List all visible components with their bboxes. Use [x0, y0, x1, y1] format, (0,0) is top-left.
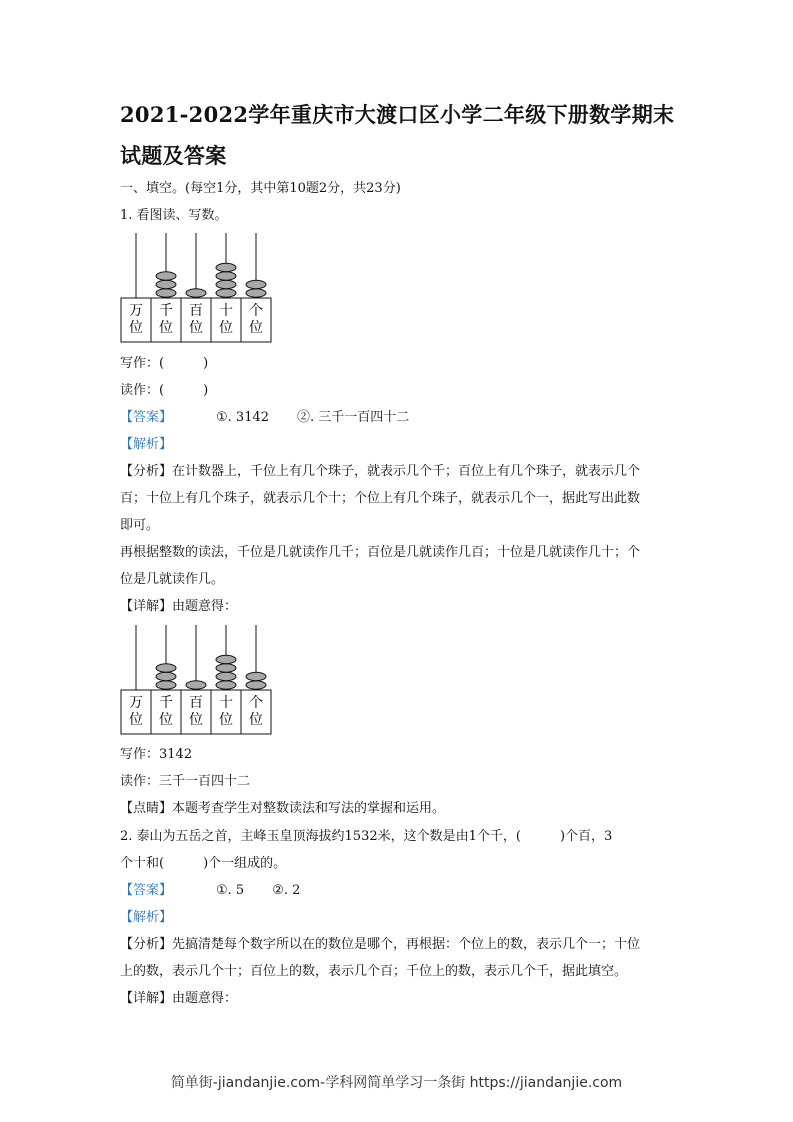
abacus-place-label: 位	[189, 320, 203, 336]
detail-line	[120, 990, 237, 1008]
answer-1: ①. 3142	[216, 410, 270, 425]
abacus-bead	[156, 280, 176, 288]
abacus-place-label: 万	[129, 695, 143, 711]
comment-text: 本题考查学生对整数读法和写法的掌握和运用。	[172, 801, 446, 816]
abacus-drawing	[120, 232, 272, 344]
abacus-bead	[246, 289, 266, 297]
analysis-line	[120, 936, 640, 954]
abacus-drawing	[120, 624, 272, 736]
answer-line	[120, 882, 300, 900]
abacus-bead	[216, 681, 236, 689]
abacus-bead	[216, 280, 236, 288]
abacus-bead	[246, 280, 266, 288]
document-title: 2021-2022学年重庆市大渡口区小学二年级下册数学期末试题及答案	[120, 102, 675, 168]
abacus-bead	[186, 289, 206, 297]
abacus-place-label: 百	[189, 303, 203, 319]
abacus-place-label: 千	[159, 303, 173, 319]
read-blank: 读作：( )	[120, 383, 209, 398]
abacus-place-label: 位	[219, 712, 233, 728]
abacus-bead	[156, 681, 176, 689]
abacus-place-label: 万	[129, 303, 143, 319]
abacus-figure	[120, 624, 272, 736]
analysis-line: 百；十位上有几个珠子，就表示几个十；个位上有几个珠子，就表示几个一，据此写出此数	[120, 491, 641, 506]
question-2-stem: 个十和( )个一组成的。	[120, 856, 287, 871]
abacus-bead	[216, 272, 236, 280]
write-result: 写作：3142	[120, 747, 193, 762]
answer-tag: 【答案】	[120, 883, 173, 898]
abacus-place-label: 位	[249, 712, 263, 728]
abacus-bead	[246, 672, 266, 680]
fenxi-text: 在计数器上，千位上有几个珠子，就表示几个千；百位上有几个珠子，就表示几个	[172, 464, 641, 479]
abacus-place-label: 位	[189, 712, 203, 728]
abacus-place-label: 个	[249, 695, 263, 711]
abacus-place-label: 千	[159, 695, 173, 711]
answer-tag: 【答案】	[120, 410, 173, 425]
answer-2: ②. 三千一百四十二	[297, 410, 410, 425]
section-heading: 一、填空。(每空1分，其中第10题2分，共23分)	[120, 181, 401, 196]
answer-2: ②. 2	[272, 883, 301, 898]
abacus-bead	[186, 681, 206, 689]
answer-line	[120, 409, 409, 427]
fenxi-tag: 【分析】	[120, 464, 173, 479]
abacus-place-label: 位	[129, 712, 143, 728]
detail-tag: 【详解】	[120, 599, 173, 614]
abacus-place-label: 位	[159, 712, 173, 728]
abacus-bead	[246, 681, 266, 689]
detail-text: 由题意得：	[172, 991, 238, 1006]
reading-rule-line: 位是几就读作几。	[120, 572, 225, 587]
abacus-place-label: 个	[249, 303, 263, 319]
abacus-place-label: 百	[189, 695, 203, 711]
abacus-bead	[156, 664, 176, 672]
abacus-bead	[156, 272, 176, 280]
analysis-line	[120, 463, 640, 481]
detail-line	[120, 598, 237, 616]
abacus-place-label: 十	[219, 303, 233, 319]
analysis-tag: 【解析】	[120, 437, 173, 452]
abacus-bead	[216, 655, 236, 663]
question-1-stem: 1. 看图读、写数。	[120, 208, 228, 223]
comment-line	[120, 800, 445, 818]
comment-tag: 【点睛】	[120, 801, 173, 816]
fenxi-tag: 【分析】	[120, 937, 173, 952]
abacus-place-label: 位	[159, 320, 173, 336]
abacus-bead	[216, 263, 236, 271]
detail-tag: 【详解】	[120, 991, 173, 1006]
write-blank: 写作：( )	[120, 356, 209, 371]
page-footer: 简单街-jiandanjie.com-学科网简单学习一条街 https://jiandanjie.com	[170, 1075, 623, 1091]
abacus-place-label: 十	[219, 695, 233, 711]
abacus-place-label: 位	[249, 320, 263, 336]
analysis-line: 上的数，表示几个十；百位上的数，表示几个百；千位上的数，表示几个千，据此填空。	[120, 964, 628, 979]
abacus-bead	[156, 289, 176, 297]
abacus-place-label: 位	[129, 320, 143, 336]
abacus-figure	[120, 232, 272, 344]
detail-text: 由题意得：	[172, 599, 238, 614]
abacus-bead	[216, 289, 236, 297]
fenxi-text: 先搞清楚每个数字所以在的数位是哪个，再根据：个位上的数，表示几个一；十位	[172, 937, 641, 952]
reading-rule-line: 再根据整数的读法，千位是几就读作几千；百位是几就读作几百；十位是几就读作几十；个	[120, 545, 641, 560]
abacus-bead	[216, 672, 236, 680]
question-2-stem: 2. 泰山为五岳之首，主峰玉皇顶海拔约1532米，这个数是由1个千，( )个百，3	[120, 829, 613, 844]
answer-1: ①. 5	[216, 883, 245, 898]
abacus-bead	[156, 672, 176, 680]
abacus-place-label: 位	[219, 320, 233, 336]
analysis-tag: 【解析】	[120, 910, 173, 925]
analysis-line: 即可。	[120, 518, 160, 533]
abacus-bead	[216, 664, 236, 672]
read-result: 读作：三千一百四十二	[120, 774, 251, 789]
